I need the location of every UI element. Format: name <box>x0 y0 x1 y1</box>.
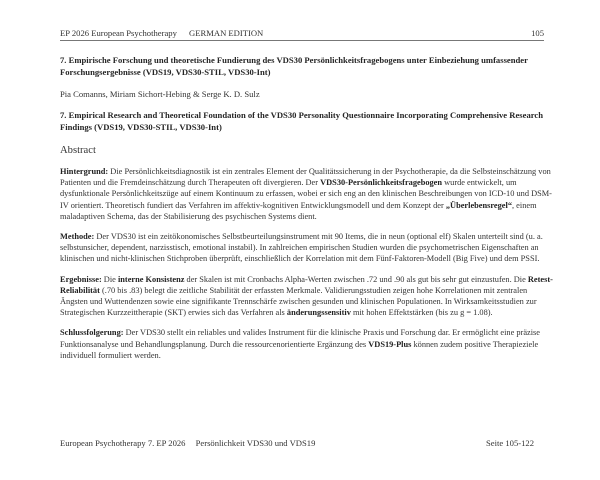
abstract-heading: Abstract <box>60 144 96 156</box>
header-left <box>60 28 263 38</box>
abstract-method <box>60 231 556 265</box>
article-title-english: 7. Empirical Research and Theoretical Foundation of the VDS30 Personality Questionnaire Incorporating Comprehensive Research Findings (VDS19, VDS30-STIL, VDS30-Int) <box>60 110 543 133</box>
results-bold-3: änderungssensitiv <box>286 308 351 318</box>
header-journal: EP 2026 European Psychotherapy <box>60 28 177 38</box>
background-text-1: Die Persönlichkeitsdiagnostik ist ein zentrales Element der Qualitätssicherung in der Psychotherapie, da die Selbsteinschätzung von Patienten und die Fremdeinschätzung durch Therapeuten oft divergieren. Der <box>60 166 551 188</box>
background-bold-1: VDS30-Persönlichkeitsfragebogen <box>320 178 443 188</box>
conclusion-label: Schlussfolgerung: <box>60 328 124 338</box>
header-page-number: 105 <box>531 28 544 38</box>
article-authors: Pia Comanns, Miriam Sichort-Hebing & Serge K. D. Sulz <box>60 88 260 99</box>
abstract-conclusion <box>60 327 556 361</box>
header-edition: GERMAN EDITION <box>189 28 264 38</box>
results-text-2: der Skalen ist mit Cronbachs Alpha-Werten zwischen .72 und .90 als gut bis sehr gut einzustufen. Die <box>184 274 528 284</box>
article-content <box>60 55 556 370</box>
background-text-3: , einem maladaptiven Schema, das der Stabilisierung des psychischen Systems dient. <box>60 200 537 221</box>
abstract-results <box>60 274 556 319</box>
running-footer <box>60 438 534 448</box>
results-text-3: (.70 bis .83) belegt die zeitliche Stabilität der erfassten Merkmale. Validierungsstudien zeigen hohe Korrelationen mit zentralen Ängsten und Wuttendenzen sowie eine signifikante Trennschärfe zwischen gesunden und klinischen Populationen. In Wirksamkeitsstudien zur Strategischen Kurzzeittherapie (SKT) erwies sich das Verfahren als <box>60 285 537 318</box>
results-bold-1: interne Konsistenz <box>117 274 185 284</box>
results-bold-2: Retest-Reliabilität <box>60 274 553 295</box>
abstract-background <box>60 166 556 222</box>
article-title-german: 7. Empirische Forschung und theoretische Fundierung des VDS30 Persönlichkeitsfragebogens unter Einbeziehung umfassender Forschungsergebnisse (VDS19, VDS30-STIL, VDS30-Int) <box>60 55 528 77</box>
background-bold-2: „Überlebensregel“ <box>445 200 512 210</box>
footer-pages: Seite 105-122 <box>486 438 534 448</box>
background-text-2: wurde entwickelt, um dysfunktionale Persönlichkeitszüge auf einem Kontinuum zu erfassen, wobei er sich eng an den klinischen Beschreibungen von ICD-10 und DSM-IV orientiert. Theoretisch fundiert das Verfahren im affektiv-kognitiven Entwicklungsmodell und dem Konzept der <box>60 178 552 210</box>
results-label: Ergebnisse: <box>60 274 102 284</box>
footer-journal: European Psychotherapy 7. EP 2026 <box>60 438 186 448</box>
results-text-4: mit hohen Effektstärken (bis zu g = 1.08). <box>350 308 493 318</box>
running-header <box>60 28 544 41</box>
conclusion-text-1: Der VDS30 stellt ein reliables und valides Instrument für die klinische Praxis und Forschung dar. Er ermöglicht eine präzise Funktionsanalyse und Behandlungsplanung. Durch die ressourcenorientierte Ergänzung des <box>60 328 540 349</box>
method-text: Der VDS30 ist ein zeitökonomisches Selbstbeurteilungsinstrument mit 90 Items, die in neun (optional elf) Skalen unterteilt sind (u. a. selbstunsicher, dependent, narzisstisch, emotional instabil). In zahlreichen empirischen Studien wurden die psychometrischen Eigenschaften an klinischen und nicht-klinischen Stichproben überprüft, einschließlich der Korrelation mit dem Fünf-Faktoren-Modell (Big Five) und dem PSSI. <box>60 232 543 264</box>
background-label: Hintergrund: <box>60 166 109 176</box>
results-text-1: Die <box>101 274 118 284</box>
conclusion-text-2: können zudem positive Therapieziele individuell formuliert werden. <box>60 339 539 360</box>
footer-topic: Persönlichkeit VDS30 und VDS19 <box>195 438 316 448</box>
method-label: Methode: <box>60 232 95 241</box>
conclusion-bold-1: VDS19-Plus <box>368 339 412 349</box>
footer-left <box>60 438 315 448</box>
